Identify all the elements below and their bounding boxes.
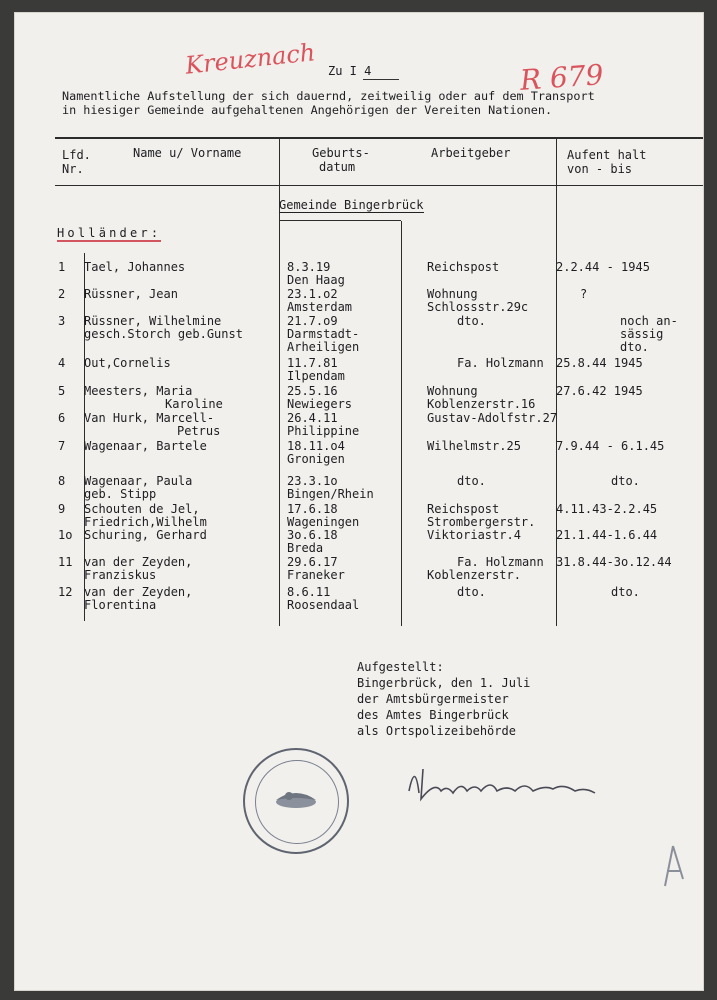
birth-entry: Wageningen bbox=[287, 515, 360, 529]
birth-entry: Darmstadt- bbox=[287, 327, 360, 341]
employer-entry: Reichspost bbox=[427, 502, 500, 516]
employer-entry: Wohnung bbox=[427, 287, 478, 301]
row-number: 2 bbox=[58, 287, 66, 301]
birth-entry: Newiegers bbox=[287, 397, 353, 411]
employer-entry: Gustav-Adolfstr.27 bbox=[427, 411, 558, 425]
birth-entry: 8.3.19 bbox=[287, 260, 331, 274]
employer-entry: Koblenzerstr.16 bbox=[427, 397, 536, 411]
birth-entry: Philippine bbox=[287, 424, 360, 438]
person-name: Wagenaar, Paula bbox=[84, 474, 193, 488]
birth-entry: Amsterdam bbox=[287, 300, 353, 314]
row-number: 9 bbox=[58, 502, 66, 516]
person-name: Schouten de Jel, bbox=[84, 502, 200, 516]
community-heading: Gemeinde Bingerbrück bbox=[279, 198, 424, 212]
birth-entry: 21.7.o9 bbox=[287, 314, 338, 328]
stay-entry: 25.8.44 1945 bbox=[556, 356, 643, 370]
birth-entry: Ilpendam bbox=[287, 369, 345, 383]
birth-entry: 29.6.17 bbox=[287, 555, 338, 569]
stay-entry: dto. bbox=[611, 585, 640, 599]
heading-reference: Zu I 4 bbox=[328, 64, 372, 78]
birth-entry: 11.7.81 bbox=[287, 356, 338, 370]
birth-entry: 23.1.o2 bbox=[287, 287, 338, 301]
birth-entry: Den Haag bbox=[287, 273, 345, 287]
person-name: Schuring, Gerhard bbox=[84, 528, 207, 542]
footer-line-5: als Ortspolizeibehörde bbox=[357, 724, 516, 738]
person-name: van der Zeyden, bbox=[84, 555, 193, 569]
stay-entry: 27.6.42 1945 bbox=[556, 384, 643, 398]
stamp-circle bbox=[243, 748, 349, 854]
birth-entry: Franeker bbox=[287, 568, 345, 582]
employer-entry: Viktoriastr.4 bbox=[427, 528, 521, 542]
employer-entry: Fa. Holzmann bbox=[457, 356, 544, 370]
row-number: 11 bbox=[58, 555, 73, 569]
col-arbeitgeber: Arbeitgeber bbox=[431, 146, 511, 160]
stay-entry: 4.11.43-2.2.45 bbox=[556, 502, 658, 516]
birth-entry: Gronigen bbox=[287, 452, 345, 466]
title-line-1: Namentliche Aufstellung der sich dauernd, zeitweilig oder auf dem Transport bbox=[62, 89, 595, 103]
person-name: Friedrich,Wilhelm bbox=[84, 515, 207, 529]
birth-entry: Arheiligen bbox=[287, 340, 360, 354]
footer-line-3: der Amtsbürgermeister bbox=[357, 692, 509, 706]
row-number: 8 bbox=[58, 474, 66, 488]
person-name: Karoline bbox=[165, 397, 223, 411]
employer-entry: Reichspost bbox=[427, 260, 500, 274]
row-number: 1 bbox=[58, 260, 66, 274]
person-name: Rüssner, Jean bbox=[84, 287, 178, 301]
stay-entry: dto. bbox=[611, 474, 640, 488]
birth-entry: 26.4.11 bbox=[287, 411, 338, 425]
stay-entry: 2.2.44 - 1945 bbox=[556, 260, 650, 274]
birth-entry: Breda bbox=[287, 541, 324, 555]
title-line-2: in hiesiger Gemeinde aufgehaltenen Angehörigen der Vereiten Nationen. bbox=[62, 103, 553, 117]
employer-entry: Wohnung bbox=[427, 384, 478, 398]
employer-entry: dto. bbox=[457, 585, 486, 599]
birth-entry: 18.11.o4 bbox=[287, 439, 345, 453]
birth-entry: 17.6.18 bbox=[287, 502, 338, 516]
birth-entry: 3o.6.18 bbox=[287, 528, 338, 542]
col-aufenthalt: Aufent halt bbox=[567, 148, 647, 162]
employer-entry: dto. bbox=[457, 314, 486, 328]
row-number: 3 bbox=[58, 314, 66, 328]
col-von-bis: von - bis bbox=[567, 162, 633, 176]
stay-entry: 7.9.44 - 6.1.45 bbox=[556, 439, 665, 453]
col-lfd: Lfd. bbox=[62, 148, 91, 162]
person-name: gesch.Storch geb.Gunst bbox=[84, 327, 243, 341]
birth-entry: Bingen/Rhein bbox=[287, 487, 374, 501]
stay-entry: sässig bbox=[620, 327, 664, 341]
document-page bbox=[14, 12, 704, 991]
row-number: 5 bbox=[58, 384, 66, 398]
employer-entry: Wilhelmstr.25 bbox=[427, 439, 521, 453]
person-name: Meesters, Maria bbox=[84, 384, 193, 398]
employer-entry: Strombergerstr. bbox=[427, 515, 536, 529]
handwritten-place-note: Kreuznach bbox=[183, 38, 317, 80]
employer-entry: Fa. Holzmann bbox=[457, 555, 544, 569]
row-number: 7 bbox=[58, 439, 66, 453]
employer-entry: dto. bbox=[457, 474, 486, 488]
stay-entry: noch an- bbox=[620, 314, 678, 328]
row-number: 6 bbox=[58, 411, 66, 425]
person-name: Tael, Johannes bbox=[84, 260, 186, 274]
col-geburts: Geburts- bbox=[312, 146, 370, 160]
footer-line-4: des Amtes Bingerbrück bbox=[357, 708, 509, 722]
row-number: 4 bbox=[58, 356, 66, 370]
person-name: van der Zeyden, bbox=[84, 585, 193, 599]
person-name: Franziskus bbox=[84, 568, 157, 582]
footer-line-1: Aufgestellt: bbox=[357, 660, 444, 674]
col-datum: datum bbox=[319, 160, 356, 174]
col-name: Name u/ Vorname bbox=[133, 146, 242, 160]
stay-entry: 21.1.44-1.6.44 bbox=[556, 528, 658, 542]
person-name: Petrus bbox=[177, 424, 221, 438]
person-name: Florentina bbox=[84, 598, 157, 612]
birth-entry: 8.6.11 bbox=[287, 585, 331, 599]
person-name: Rüssner, Wilhelmine bbox=[84, 314, 222, 328]
row-number: 12 bbox=[58, 585, 73, 599]
person-name: Van Hurk, Marcell- bbox=[84, 411, 215, 425]
stay-entry: dto. bbox=[620, 340, 649, 354]
person-name: geb. Stipp bbox=[84, 487, 157, 501]
birth-entry: 23.3.1o bbox=[287, 474, 338, 488]
person-name: Out,Cornelis bbox=[84, 356, 171, 370]
col-nr: Nr. bbox=[62, 162, 84, 176]
person-name: Wagenaar, Bartele bbox=[84, 439, 207, 453]
employer-entry: Schlossstr.29c bbox=[427, 300, 529, 314]
eagle-icon bbox=[243, 748, 349, 854]
stay-entry: 31.8.44-3o.12.44 bbox=[556, 555, 672, 569]
signature bbox=[395, 751, 615, 811]
footer-line-2: Bingerbrück, den 1. Juli bbox=[357, 676, 531, 690]
birth-entry: Roosendaal bbox=[287, 598, 360, 612]
stay-entry: ? bbox=[580, 287, 588, 301]
birth-entry: 25.5.16 bbox=[287, 384, 338, 398]
group-heading: Holländer: bbox=[57, 226, 162, 240]
pencil-mark bbox=[655, 841, 695, 891]
row-number: 1o bbox=[58, 528, 73, 542]
employer-entry: Koblenzerstr. bbox=[427, 568, 521, 582]
record-number-note: R 679 bbox=[518, 58, 605, 97]
